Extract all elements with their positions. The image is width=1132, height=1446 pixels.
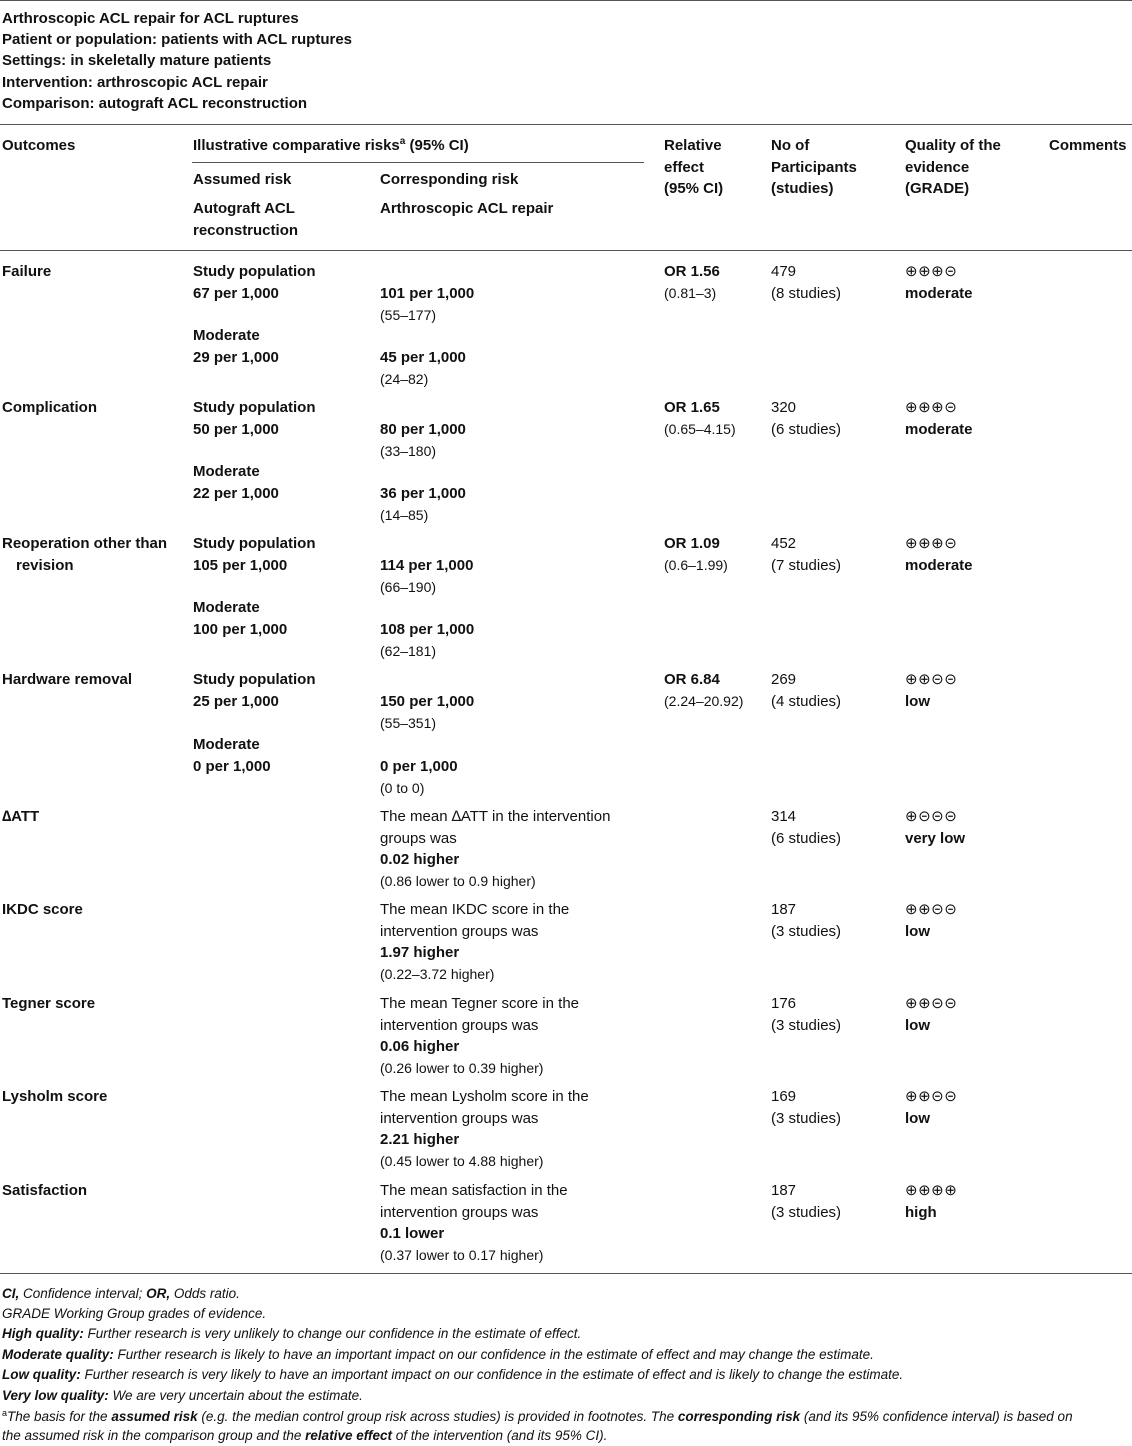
assumed-risk-cell: Study population 105 per 1,000 bbox=[193, 535, 316, 574]
grade-symbols-icon: ⊕⊕⊝⊝ bbox=[905, 901, 958, 918]
grade-symbols-icon: ⊕⊕⊝⊝ bbox=[905, 671, 958, 688]
corresponding-risk-moderate-cell: 36 per 1,000 (14–85) bbox=[380, 485, 466, 523]
corresponding-risk-moderate-cell: 0 per 1,000 (0 to 0) bbox=[380, 758, 458, 796]
relative-effect-cell: OR 1.56 (0.81–3) bbox=[664, 263, 720, 301]
outcome-cell: Hardware removal bbox=[2, 671, 133, 688]
mean-difference-cell: The mean ∆ATT in the intervention groups was 0.02 higher (0.86 lower to 0.9 higher) bbox=[380, 808, 611, 889]
header-top-rule bbox=[0, 124, 1132, 125]
grade-symbols-icon: ⊕⊕⊕⊝ bbox=[905, 263, 958, 280]
participants-cell: 320 (6 studies) bbox=[771, 399, 842, 438]
participants-cell: 176 (3 studies) bbox=[771, 995, 842, 1034]
participants-cell: 187 (3 studies) bbox=[771, 1182, 842, 1221]
participants-cell: 314 (6 studies) bbox=[771, 808, 842, 847]
mean-difference-cell: The mean satisfaction in the intervention groups was 0.1 lower (0.37 lower to 0.17 higher) bbox=[380, 1182, 568, 1263]
corresponding-risk-moderate-cell: 108 per 1,000 (62–181) bbox=[380, 621, 475, 659]
participants-cell: 187 (3 studies) bbox=[771, 901, 842, 940]
relative-effect-cell: OR 1.09 (0.6–1.99) bbox=[664, 535, 728, 573]
footnote-grade-group: GRADE Working Group grades of evidence. bbox=[2, 1306, 267, 1321]
col-header-participants: No of Participants (studies) bbox=[771, 137, 857, 197]
outcome-cell: ∆ATT bbox=[2, 808, 40, 825]
corresponding-risk-moderate-cell: 45 per 1,000 (24–82) bbox=[380, 349, 466, 387]
footnote-moderate-quality: Moderate quality: Further research is likely to have an important impact on our confidence in the estimate of effect and may change the estimate. bbox=[2, 1347, 874, 1362]
header-bottom-rule bbox=[0, 250, 1132, 251]
table-title: Arthroscopic ACL repair for ACL ruptures bbox=[2, 10, 299, 27]
assumed-risk-cell: Study population 50 per 1,000 bbox=[193, 399, 316, 438]
assumed-risk-cell: Study population 67 per 1,000 bbox=[193, 263, 316, 302]
footnote-abbreviations: CI, Confidence interval; OR, Odds ratio. bbox=[2, 1286, 240, 1301]
col-header-assumed-sub: Autograft ACL reconstruction bbox=[193, 200, 299, 239]
outcome-cell: IKDC score bbox=[2, 901, 83, 918]
relative-effect-cell: OR 1.65 (0.65–4.15) bbox=[664, 399, 736, 437]
grade-symbols-icon: ⊕⊝⊝⊝ bbox=[905, 808, 958, 825]
col-header-outcomes: Outcomes bbox=[2, 137, 76, 154]
mean-difference-cell: The mean Lysholm score in the intervention groups was 2.21 higher (0.45 lower to 4.88 higher) bbox=[380, 1088, 589, 1169]
corresponding-risk-cell: 80 per 1,000 (33–180) bbox=[380, 421, 466, 459]
col-header-quality: Quality of the evidence (GRADE) bbox=[905, 137, 1001, 197]
top-rule bbox=[0, 0, 1132, 1]
grade-cell: ⊕⊝⊝⊝ very low bbox=[905, 808, 966, 847]
grade-cell: ⊕⊕⊕⊝ moderate bbox=[905, 535, 973, 574]
participants-cell: 169 (3 studies) bbox=[771, 1088, 842, 1127]
comparison-line: Comparison: autograft ACL reconstruction bbox=[2, 95, 308, 112]
col-header-corresponding: Corresponding risk bbox=[380, 171, 519, 188]
grade-symbols-icon: ⊕⊕⊕⊕ bbox=[905, 1182, 958, 1199]
outcome-cell: Satisfaction bbox=[2, 1182, 88, 1199]
corresponding-risk-cell: 101 per 1,000 (55–177) bbox=[380, 285, 475, 323]
outcome-cell: Lysholm score bbox=[2, 1088, 108, 1105]
grade-cell: ⊕⊕⊕⊕ high bbox=[905, 1182, 958, 1221]
grade-symbols-icon: ⊕⊕⊝⊝ bbox=[905, 1088, 958, 1105]
mean-difference-cell: The mean IKDC score in the intervention groups was 1.97 higher (0.22–3.72 higher) bbox=[380, 901, 570, 982]
grade-symbols-icon: ⊕⊕⊝⊝ bbox=[905, 995, 958, 1012]
outcome-cell: Failure bbox=[2, 263, 52, 280]
footnote-high-quality: High quality: Further research is very unlikely to change our confidence in the estimate of effect. bbox=[2, 1326, 582, 1341]
outcome-cell: Reoperation other than revision bbox=[2, 535, 168, 574]
table-bottom-rule bbox=[0, 1273, 1132, 1274]
population-line: Patient or population: patients with ACL ruptures bbox=[2, 31, 353, 48]
grade-cell: ⊕⊕⊕⊝ moderate bbox=[905, 263, 973, 302]
col-header-comments: Comments bbox=[1049, 137, 1127, 154]
col-header-assumed: Assumed risk bbox=[193, 171, 292, 188]
grade-cell: ⊕⊕⊝⊝ low bbox=[905, 995, 958, 1034]
illustrative-sub-rule bbox=[192, 162, 644, 163]
assumed-risk-cell: Study population 25 per 1,000 bbox=[193, 671, 316, 710]
outcome-cell: Tegner score bbox=[2, 995, 96, 1012]
footnote-basis-line2: the assumed risk in the comparison group and the relative effect of the intervention (and its 95% CI). bbox=[2, 1428, 608, 1443]
grade-symbols-icon: ⊕⊕⊕⊝ bbox=[905, 399, 958, 416]
assumed-risk-moderate-cell: Moderate 0 per 1,000 bbox=[193, 736, 271, 775]
intervention-line: Intervention: arthroscopic ACL repair bbox=[2, 74, 268, 91]
outcome-cell: Complication bbox=[2, 399, 98, 416]
footnote-low-quality: Low quality: Further research is very likely to have an important impact on our confidence in the estimate of effect and is likely to change the estimate. bbox=[2, 1367, 904, 1382]
grade-cell: ⊕⊕⊝⊝ low bbox=[905, 1088, 958, 1127]
col-header-relative: Relative effect (95% CI) bbox=[664, 137, 724, 197]
grade-cell: ⊕⊕⊕⊝ moderate bbox=[905, 399, 973, 438]
participants-cell: 479 (8 studies) bbox=[771, 263, 842, 302]
corresponding-risk-cell: 114 per 1,000 (66–190) bbox=[380, 557, 474, 595]
assumed-risk-moderate-cell: Moderate 29 per 1,000 bbox=[193, 327, 279, 366]
grade-symbols-icon: ⊕⊕⊕⊝ bbox=[905, 535, 958, 552]
grade-cell: ⊕⊕⊝⊝ low bbox=[905, 671, 958, 710]
participants-cell: 452 (7 studies) bbox=[771, 535, 842, 574]
mean-difference-cell: The mean Tegner score in the intervention groups was 0.06 higher (0.26 lower to 0.39 higher) bbox=[380, 995, 580, 1076]
footnote-very-low-quality: Very low quality: We are very uncertain about the estimate. bbox=[2, 1388, 363, 1403]
settings-line: Settings: in skeletally mature patients bbox=[2, 52, 272, 69]
grade-cell: ⊕⊕⊝⊝ low bbox=[905, 901, 958, 940]
col-header-illustrative: Illustrative comparative risks$^a$ (95% CI) bbox=[193, 136, 469, 154]
participants-cell: 269 (4 studies) bbox=[771, 671, 842, 710]
assumed-risk-moderate-cell: Moderate 100 per 1,000 bbox=[193, 599, 288, 638]
corresponding-risk-cell: 150 per 1,000 (55–351) bbox=[380, 693, 475, 731]
relative-effect-cell: OR 6.84 (2.24–20.92) bbox=[664, 671, 744, 709]
col-header-corresponding-sub: Arthroscopic ACL repair bbox=[380, 200, 554, 217]
assumed-risk-moderate-cell: Moderate 22 per 1,000 bbox=[193, 463, 279, 502]
footnote-basis-line1: $^a$The basis for the assumed risk (e.g. the median control group risk across studies) is provided in footnotes. The corresponding risk (and its 95% confidence interval) is based on bbox=[2, 1408, 1073, 1424]
